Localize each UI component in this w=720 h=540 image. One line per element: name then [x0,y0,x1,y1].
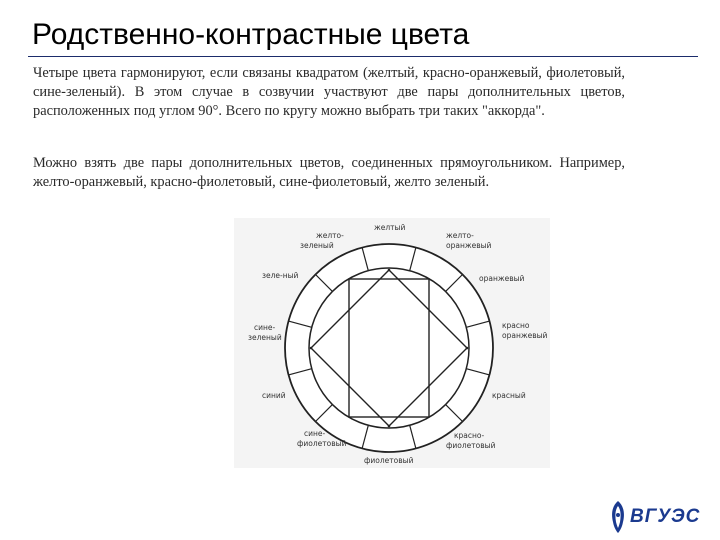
label-blue-violet-1: сине- [304,429,326,438]
title-underline [28,56,698,57]
logo-emblem-icon [608,500,628,534]
university-logo [604,498,701,538]
label-blue-green-1: сине- [254,323,276,332]
paragraph-rectangle-harmony: Можно взять две пары дополнительных цветов, соединенных прямоугольником. Например, желто-оранжевый, красно-фиолетовый, сине-фиолетовый, желто зеленый. [33,155,625,190]
label-yellow-orange-1: желто- [446,231,474,240]
label-blue: синий [262,391,286,400]
label-green: зеле-ный [262,271,299,280]
label-yellow-green-1: желто- [316,231,344,240]
label-red-violet-1: красно- [454,431,485,440]
label-red-orange-2: оранжевый [502,331,548,340]
label-red-orange-1: красно [502,321,530,330]
paragraph-square-harmony: Четыре цвета гармонируют, если связаны квадратом (желтый, красно-оранжевый, фиолетовый, сине-зеленый). В этом случае в созвучии участвуют две пары дополнительных цветов, расположенных под углом 90°. Всего по кругу можно выбрать три таких "аккорда". [33,65,625,119]
label-orange: оранжевый [479,274,525,283]
label-red: красный [492,391,526,400]
logo-text: ВГУЭС [630,506,701,527]
color-wheel-diagram [234,218,550,468]
label-blue-violet-2: фиолетовый [297,439,347,448]
label-blue-green-2: зеленый [248,333,282,342]
slide-title: Родственно-контрастные цвета [32,18,470,51]
label-red-violet-2: фиолетовый [446,441,496,450]
wheel-inner-ring [309,268,469,428]
label-yellow-orange-2: оранжевый [446,241,492,250]
label-yellow: желтый [374,223,406,232]
label-yellow-green-2: зеленый [300,241,334,250]
label-violet: фиолетовый [364,456,414,465]
